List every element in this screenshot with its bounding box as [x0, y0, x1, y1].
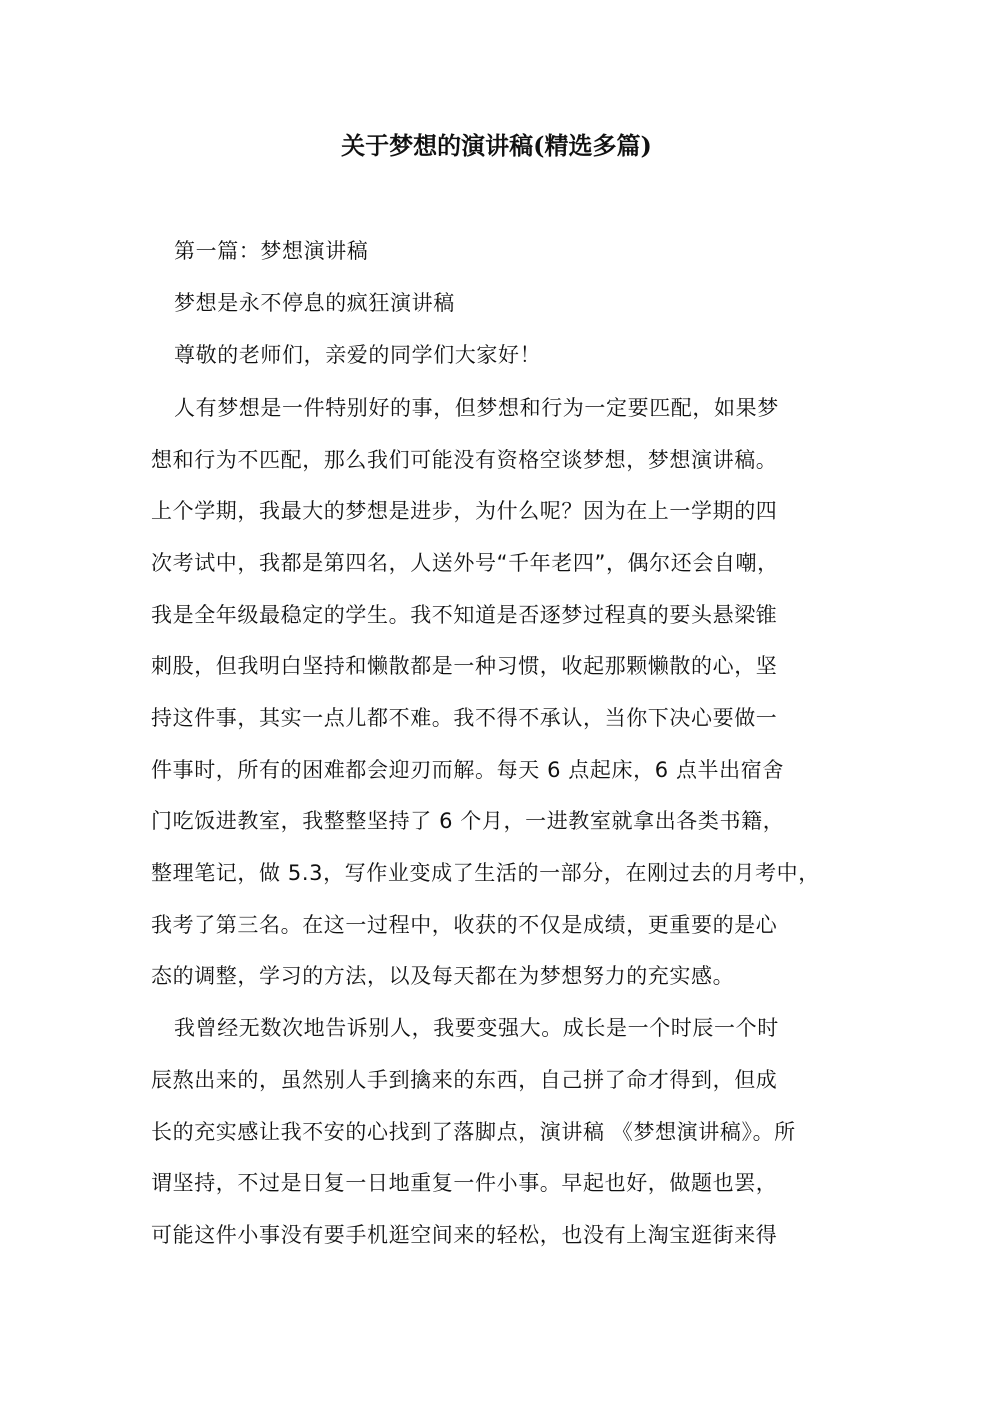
paragraph-line: 我考了第三名。在这一过程中，收获的不仅是成绩，更重要的是心: [151, 913, 778, 937]
greeting: 尊敬的老师们，亲爱的同学们大家好！: [174, 343, 542, 367]
paragraph-line: 件事时，所有的困难都会迎刃而解。每天 6 点起床，6 点半出宿舍: [151, 758, 784, 782]
paragraph-line: 刺股，但我明白坚持和懒散都是一种习惯，收起那颗懒散的心，坚: [151, 654, 778, 678]
paragraph-line: 可能这件小事没有要手机逛空间来的轻松，也没有上淘宝逛街来得: [151, 1223, 778, 1247]
paragraph-line: 想和行为不匹配，那么我们可能没有资格空谈梦想，梦想演讲稿。: [151, 448, 778, 472]
paragraph-line: 长的充实感让我不安的心找到了落脚点，演讲稿 《梦想演讲稿》。所: [151, 1120, 796, 1144]
document-title: 关于梦想的演讲稿(精选多篇): [341, 131, 652, 160]
paragraph-line: 人有梦想是一件特别好的事，但梦想和行为一定要匹配，如果梦: [174, 396, 779, 420]
paragraph-line: 门吃饭进教室，我整整坚持了 6 个月，一进教室就拿出各类书籍，: [151, 809, 785, 833]
paragraph-line: 持这件事，其实一点儿都不难。我不得不承认，当你下决心要做一: [151, 706, 778, 730]
paragraph-line: 我是全年级最稳定的学生。我不知道是否逐梦过程真的要头悬梁锥: [151, 603, 778, 627]
paragraph-line: 谓坚持，不过是日复一日地重复一件小事。早起也好，做题也罢，: [151, 1171, 778, 1195]
speech-title: 梦想是永不停息的疯狂演讲稿: [174, 291, 455, 315]
paragraph-line: 辰熬出来的，虽然别人手到擒来的东西，自己拼了命才得到，但成: [151, 1068, 778, 1092]
section-heading: 第一篇：梦想演讲稿: [174, 239, 369, 263]
paragraph-line: 态的调整，学习的方法，以及每天都在为梦想努力的充实感。: [151, 964, 735, 988]
paragraph-line: 整理笔记，做 5.3，写作业变成了生活的一部分，在刚过去的月考中，: [151, 861, 820, 885]
paragraph-line: 我曾经无数次地告诉别人，我要变强大。成长是一个时辰一个时: [174, 1016, 779, 1040]
paragraph-line: 上个学期，我最大的梦想是进步，为什么呢？因为在上一学期的四: [151, 499, 778, 523]
paragraph-line: 次考试中，我都是第四名，人送外号“千年老四”，偶尔还会自嘲，: [151, 551, 779, 575]
